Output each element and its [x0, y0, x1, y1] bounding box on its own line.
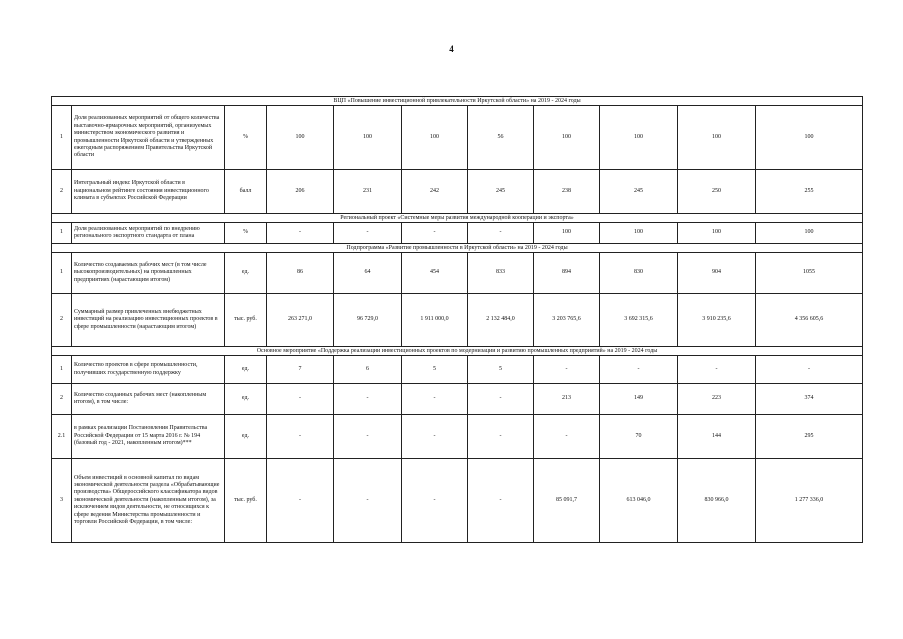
indicator-name: Количество создаваемых рабочих мест (в том числе высокопроизводительных) на промышленных предприятиях (нарастающим итогом)	[72, 253, 225, 294]
value-cell: -	[334, 384, 402, 415]
value-cell: -	[334, 415, 402, 459]
value-cell: 56	[468, 106, 534, 170]
table-row	[52, 294, 863, 347]
value-cell: 6	[334, 356, 402, 384]
value-cell: -	[402, 459, 468, 543]
value-cell: 830 966,0	[678, 459, 756, 543]
section-title-row	[52, 97, 863, 106]
indicator-name: Доля реализованных мероприятий по внедрению регионального экспортного стандарта от плана	[72, 223, 225, 244]
value-cell: 100	[534, 223, 600, 244]
value-cell: 100	[678, 223, 756, 244]
row-number: 3	[52, 459, 72, 543]
value-cell: -	[267, 415, 334, 459]
indicator-name: Суммарный размер привлеченных внебюджетных инвестиций на реализацию инвестиционных проектов в сфере промышленности (нарастающим итогом)	[72, 294, 225, 347]
value-cell: 263 271,0	[267, 294, 334, 347]
value-cell: 238	[534, 170, 600, 214]
value-cell: 86	[267, 253, 334, 294]
value-cell: -	[468, 223, 534, 244]
unit-cell: %	[225, 223, 267, 244]
value-cell: 7	[267, 356, 334, 384]
indicator-name: Доля реализованных мероприятий от общего количества выставочно-ярмарочных мероприятий, организуемых министерством экономического развития и промышленности Иркутской области и утвержденных ежегодным распоряжением Правительства Иркутской области	[72, 106, 225, 170]
value-cell: 64	[334, 253, 402, 294]
value-cell: 242	[402, 170, 468, 214]
unit-cell: ед.	[225, 253, 267, 294]
value-cell: 149	[600, 384, 678, 415]
value-cell: 100	[600, 223, 678, 244]
value-cell: 3 203 765,6	[534, 294, 600, 347]
value-cell: 250	[678, 170, 756, 214]
value-cell: 5	[402, 356, 468, 384]
value-cell: 245	[468, 170, 534, 214]
row-number: 1	[52, 253, 72, 294]
section-title: Основное мероприятие «Поддержка реализации инвестиционных проектов по модернизации и развитию промышленных предприятий» на 2019 - 2024 годы	[52, 347, 863, 356]
value-cell: 454	[402, 253, 468, 294]
value-cell: -	[267, 459, 334, 543]
indicators-table	[51, 96, 863, 543]
table-row	[52, 106, 863, 170]
unit-cell: балл	[225, 170, 267, 214]
value-cell: 374	[756, 384, 863, 415]
row-number: 2	[52, 170, 72, 214]
value-cell: -	[468, 415, 534, 459]
table-row	[52, 384, 863, 415]
value-cell: -	[334, 223, 402, 244]
value-cell: 223	[678, 384, 756, 415]
value-cell: 255	[756, 170, 863, 214]
row-number: 2	[52, 384, 72, 415]
value-cell: 100	[756, 106, 863, 170]
value-cell: 100	[267, 106, 334, 170]
value-cell: 295	[756, 415, 863, 459]
value-cell: 833	[468, 253, 534, 294]
value-cell: 894	[534, 253, 600, 294]
value-cell: 5	[468, 356, 534, 384]
value-cell: 100	[402, 106, 468, 170]
value-cell: 613 046,0	[600, 459, 678, 543]
value-cell: 245	[600, 170, 678, 214]
section-title: Подпрограмма «Развитие промышленности в Иркутской области» на 2019 - 2024 годы	[52, 244, 863, 253]
value-cell: 3 692 315,6	[600, 294, 678, 347]
unit-cell: ед.	[225, 384, 267, 415]
value-cell: 70	[600, 415, 678, 459]
indicator-name: Объем инвестиций в основной капитал по видам экономической деятельности раздела «Обрабатывающие производства» Общероссийского классификатора видов экономической деятельности (накопленным итогом), за исключением видов деятельности, не относящихся к сфере ведения Министерства промышленности и торговли Российской Федерации, в том числе:	[72, 459, 225, 543]
section-title: ВЦП «Повышение инвестиционной привлекательности Иркутской области» на 2019 - 2024 годы	[52, 97, 863, 106]
value-cell: 206	[267, 170, 334, 214]
indicator-name: в рамках реализации Постановления Правительства Российской Федерации от 15 марта 2016 г. № 194 (базовый год - 2021, накопленным итогом)***	[72, 415, 225, 459]
value-cell: 1 277 336,0	[756, 459, 863, 543]
value-cell: -	[468, 459, 534, 543]
value-cell: 231	[334, 170, 402, 214]
value-cell: 100	[334, 106, 402, 170]
table-row	[52, 415, 863, 459]
value-cell: 100	[678, 106, 756, 170]
value-cell: 2 132 484,0	[468, 294, 534, 347]
indicator-name: Количество проектов в сфере промышленности, получивших государственную поддержку	[72, 356, 225, 384]
value-cell: 100	[600, 106, 678, 170]
value-cell: -	[756, 356, 863, 384]
value-cell: 96 729,0	[334, 294, 402, 347]
value-cell: -	[267, 384, 334, 415]
indicator-name: Количество созданных рабочих мест (накопленным итогом), в том числе:	[72, 384, 225, 415]
value-cell: 1055	[756, 253, 863, 294]
value-cell: -	[402, 384, 468, 415]
unit-cell: %	[225, 106, 267, 170]
unit-cell: ед.	[225, 356, 267, 384]
value-cell: 830	[600, 253, 678, 294]
value-cell: 85 091,7	[534, 459, 600, 543]
row-number: 2.1	[52, 415, 72, 459]
section-title-row	[52, 244, 863, 253]
value-cell: 144	[678, 415, 756, 459]
unit-cell: тыс. руб.	[225, 459, 267, 543]
row-number: 1	[52, 223, 72, 244]
value-cell: -	[678, 356, 756, 384]
value-cell: 4 356 605,6	[756, 294, 863, 347]
section-title: Региональный проект «Системные меры развития международной кооперации и экспорта»	[52, 214, 863, 223]
value-cell: 3 910 235,6	[678, 294, 756, 347]
value-cell: 100	[534, 106, 600, 170]
value-cell: -	[534, 356, 600, 384]
value-cell: -	[402, 223, 468, 244]
unit-cell: тыс. руб.	[225, 294, 267, 347]
row-number: 1	[52, 356, 72, 384]
section-title-row	[52, 347, 863, 356]
value-cell: -	[468, 384, 534, 415]
table-row	[52, 253, 863, 294]
indicator-name: Интегральный индекс Иркутской области в национальном рейтинге состояния инвестиционного климата в субъектах Российской Федерации	[72, 170, 225, 214]
value-cell: -	[600, 356, 678, 384]
value-cell: -	[402, 415, 468, 459]
value-cell: 100	[756, 223, 863, 244]
table-row	[52, 459, 863, 543]
value-cell: -	[534, 415, 600, 459]
value-cell: -	[267, 223, 334, 244]
unit-cell: ед.	[225, 415, 267, 459]
value-cell: 904	[678, 253, 756, 294]
value-cell: -	[334, 459, 402, 543]
table-row	[52, 170, 863, 214]
row-number: 1	[52, 106, 72, 170]
value-cell: 213	[534, 384, 600, 415]
value-cell: 1 911 000,0	[402, 294, 468, 347]
page-number: 4	[449, 44, 454, 54]
table-row	[52, 356, 863, 384]
row-number: 2	[52, 294, 72, 347]
table-row	[52, 223, 863, 244]
section-title-row	[52, 214, 863, 223]
